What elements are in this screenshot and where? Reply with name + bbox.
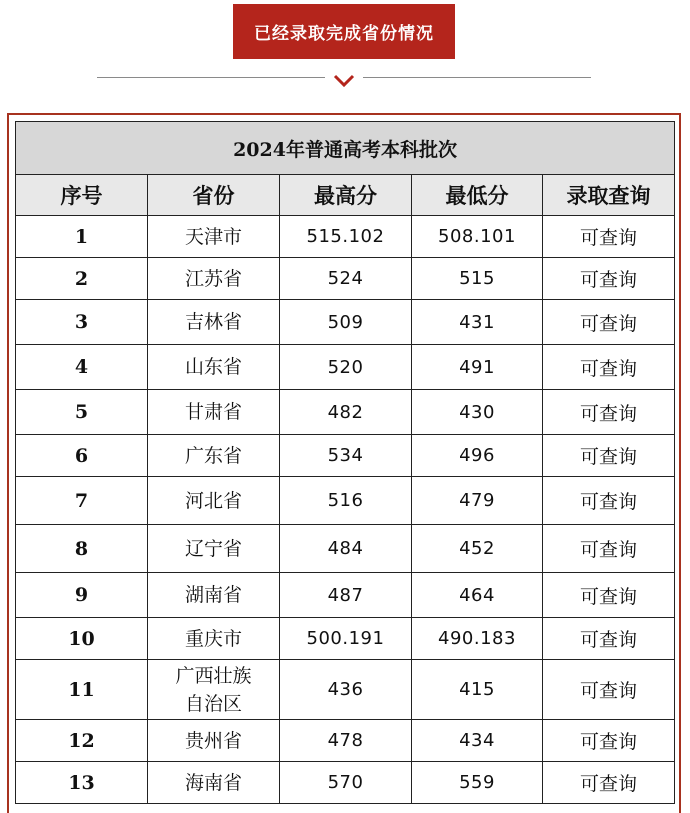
row-index: 1 xyxy=(16,216,148,258)
table-row xyxy=(16,216,675,258)
divider-right xyxy=(363,77,591,78)
column-header: 最高分 xyxy=(280,175,412,216)
table-row xyxy=(16,618,675,660)
row-query-status: 可查询 xyxy=(543,573,675,618)
row-province: 广东省 xyxy=(148,435,280,477)
row-max-score: 570 xyxy=(280,762,412,804)
row-index: 3 xyxy=(16,300,148,345)
divider-left xyxy=(97,77,325,78)
row-max-score: 516 xyxy=(280,477,412,525)
table-row xyxy=(16,345,675,390)
row-query-status: 可查询 xyxy=(543,216,675,258)
table-row xyxy=(16,573,675,618)
table-row xyxy=(16,525,675,573)
section-title: 已经录取完成省份情况 xyxy=(254,24,434,44)
row-min-score: 559 xyxy=(412,762,543,804)
row-min-score: 431 xyxy=(412,300,543,345)
row-max-score: 478 xyxy=(280,720,412,762)
table-row xyxy=(16,660,675,720)
column-header: 序号 xyxy=(16,175,148,216)
row-min-score: 415 xyxy=(412,660,543,720)
row-max-score: 436 xyxy=(280,660,412,720)
row-query-status: 可查询 xyxy=(543,345,675,390)
row-province: 吉林省 xyxy=(148,300,280,345)
row-query-status: 可查询 xyxy=(543,477,675,525)
row-min-score: 430 xyxy=(412,390,543,435)
row-max-score: 500.191 xyxy=(280,618,412,660)
row-max-score: 515.102 xyxy=(280,216,412,258)
row-query-status: 可查询 xyxy=(543,258,675,300)
row-province: 贵州省 xyxy=(148,720,280,762)
row-min-score: 508.101 xyxy=(412,216,543,258)
row-query-status: 可查询 xyxy=(543,435,675,477)
row-min-score: 490.183 xyxy=(412,618,543,660)
row-max-score: 534 xyxy=(280,435,412,477)
table-row xyxy=(16,258,675,300)
row-province: 重庆市 xyxy=(148,618,280,660)
column-header: 省份 xyxy=(148,175,280,216)
row-min-score: 491 xyxy=(412,345,543,390)
row-province: 湖南省 xyxy=(148,573,280,618)
table-row xyxy=(16,762,675,804)
row-query-status: 可查询 xyxy=(543,525,675,573)
table-row xyxy=(16,300,675,345)
row-index: 11 xyxy=(16,660,148,720)
row-min-score: 434 xyxy=(412,720,543,762)
row-index: 7 xyxy=(16,477,148,525)
row-province: 广西壮族 自治区 xyxy=(148,660,280,720)
row-query-status: 可查询 xyxy=(543,390,675,435)
row-index: 2 xyxy=(16,258,148,300)
row-index: 9 xyxy=(16,573,148,618)
table-caption: 2024年普通高考本科批次 xyxy=(16,122,675,175)
row-query-status: 可查询 xyxy=(543,660,675,720)
row-index: 5 xyxy=(16,390,148,435)
row-index: 4 xyxy=(16,345,148,390)
table-row xyxy=(16,390,675,435)
row-province: 甘肃省 xyxy=(148,390,280,435)
row-index: 12 xyxy=(16,720,148,762)
row-max-score: 484 xyxy=(280,525,412,573)
row-province: 海南省 xyxy=(148,762,280,804)
row-max-score: 524 xyxy=(280,258,412,300)
row-min-score: 464 xyxy=(412,573,543,618)
section-title-badge xyxy=(233,4,455,59)
row-query-status: 可查询 xyxy=(543,618,675,660)
row-index: 8 xyxy=(16,525,148,573)
row-max-score: 487 xyxy=(280,573,412,618)
row-province: 江苏省 xyxy=(148,258,280,300)
row-index: 13 xyxy=(16,762,148,804)
row-min-score: 515 xyxy=(412,258,543,300)
row-min-score: 452 xyxy=(412,525,543,573)
row-province: 山东省 xyxy=(148,345,280,390)
column-header: 录取查询 xyxy=(543,175,675,216)
table-row xyxy=(16,720,675,762)
row-query-status: 可查询 xyxy=(543,720,675,762)
row-query-status: 可查询 xyxy=(543,762,675,804)
row-index: 6 xyxy=(16,435,148,477)
row-province: 天津市 xyxy=(148,216,280,258)
table-row xyxy=(16,435,675,477)
row-query-status: 可查询 xyxy=(543,300,675,345)
row-min-score: 496 xyxy=(412,435,543,477)
row-min-score: 479 xyxy=(412,477,543,525)
chevron-down-icon xyxy=(332,72,356,90)
row-max-score: 520 xyxy=(280,345,412,390)
table-row xyxy=(16,477,675,525)
row-max-score: 482 xyxy=(280,390,412,435)
row-province: 河北省 xyxy=(148,477,280,525)
admission-table xyxy=(15,121,675,804)
column-header: 最低分 xyxy=(412,175,543,216)
row-province: 辽宁省 xyxy=(148,525,280,573)
row-max-score: 509 xyxy=(280,300,412,345)
row-index: 10 xyxy=(16,618,148,660)
